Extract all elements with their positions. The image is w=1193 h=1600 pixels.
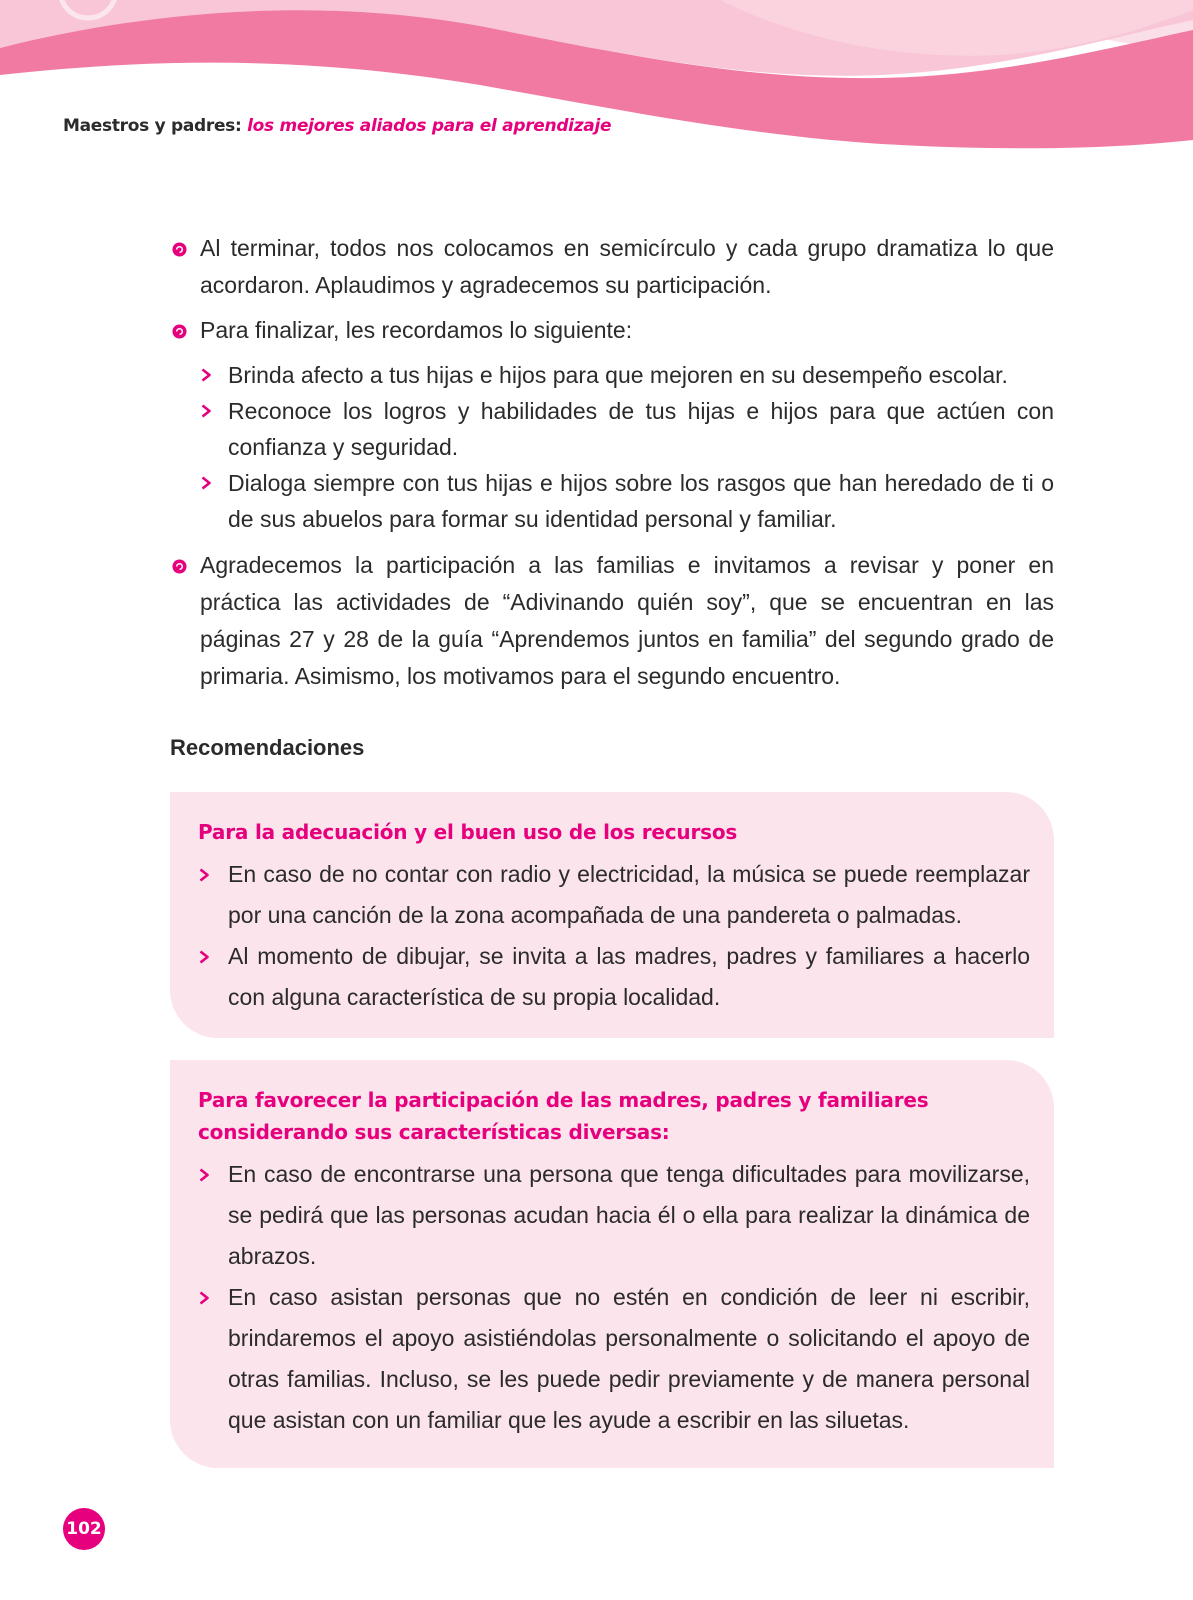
list-item	[200, 465, 1054, 537]
list-item	[198, 854, 1030, 936]
chevron-right-icon	[201, 368, 212, 382]
chevron-right-icon	[201, 476, 212, 490]
list-item	[200, 357, 1054, 393]
box-list	[198, 1154, 1030, 1441]
chevron-right-icon	[199, 868, 210, 882]
chevron-right-icon	[201, 404, 212, 418]
sub-item-text: Reconoce los logros y habilidades de tus hijas e hijos para que actúen con confianza y seguridad.	[228, 398, 1054, 460]
running-head-subtitle: los mejores aliados para el aprendizaje	[247, 116, 612, 136]
box-item-text: En caso asistan personas que no estén en condición de leer ni escribir, brindaremos el apoyo asistiéndolas personalmente o solicitando el apoyo de otras familias. Incluso, se les puede pedir previamente y de manera personal que asistan con un familiar que les ayude a escribir en las siluetas.	[228, 1284, 1030, 1433]
swirl-bullet-icon	[172, 559, 187, 574]
bullet-item	[170, 230, 1054, 304]
list-item	[198, 1154, 1030, 1277]
chevron-right-icon	[199, 1168, 210, 1182]
reminder-sublist	[200, 357, 1054, 537]
bullet-text: Agradecemos la participación a las familias e invitamos a revisar y poner en práctica las actividades de “Adivinando quién soy”, que se encuentran en las páginas 27 y 28 de la guía “Aprendemos juntos en familia” del segundo grado de primaria. Asimismo, los motivamos para el segundo encuentro.	[200, 552, 1054, 689]
bullet-item	[170, 547, 1054, 695]
chevron-right-icon	[199, 1291, 210, 1305]
sub-item-text: Dialoga siempre con tus hijas e hijos sobre los rasgos que han heredado de ti o de sus abuelos para formar su identidad personal y familiar.	[228, 470, 1054, 532]
resources-recommendation-box	[170, 792, 1054, 1038]
box-title: Para favorecer la participación de las madres, padres y familiares considerando sus características diversas:	[198, 1088, 929, 1144]
box-item-text: Al momento de dibujar, se invita a las madres, padres y familiares a hacerlo con alguna característica de su propia localidad.	[228, 943, 1030, 1010]
list-item	[200, 393, 1054, 465]
sub-item-text: Brinda afecto a tus hijas e hijos para que mejoren en su desempeño escolar.	[228, 362, 1008, 388]
chevron-right-icon	[199, 950, 210, 964]
page-number: 102	[63, 1508, 105, 1550]
bullet-item	[170, 312, 1054, 349]
box-title: Para la adecuación y el buen uso de los recursos	[198, 820, 738, 844]
bullet-text: Para finalizar, les recordamos lo siguiente:	[200, 317, 633, 343]
recommendations-heading: Recomendaciones	[170, 735, 365, 760]
swirl-bullet-icon	[172, 324, 187, 339]
swirl-bullet-icon	[172, 242, 187, 257]
list-item	[198, 1277, 1030, 1441]
participation-recommendation-box	[170, 1060, 1054, 1468]
running-head-main: Maestros y padres:	[63, 116, 242, 136]
box-item-text: En caso de no contar con radio y electricidad, la música se puede reemplazar por una canción de la zona acompañada de una pandereta o palmadas.	[228, 861, 1030, 928]
bullet-text: Al terminar, todos nos colocamos en semicírculo y cada grupo dramatiza lo que acordaron. Aplaudimos y agradecemos su participación.	[200, 235, 1054, 298]
running-head	[63, 116, 611, 136]
main-content	[170, 230, 1054, 703]
box-list	[198, 854, 1030, 1018]
box-item-text: En caso de encontrarse una persona que tenga dificultades para movilizarse, se pedirá que las personas acudan hacia él o ella para realizar la dinámica de abrazos.	[228, 1161, 1030, 1269]
list-item	[198, 936, 1030, 1018]
header-wave-decoration	[0, 0, 1193, 160]
